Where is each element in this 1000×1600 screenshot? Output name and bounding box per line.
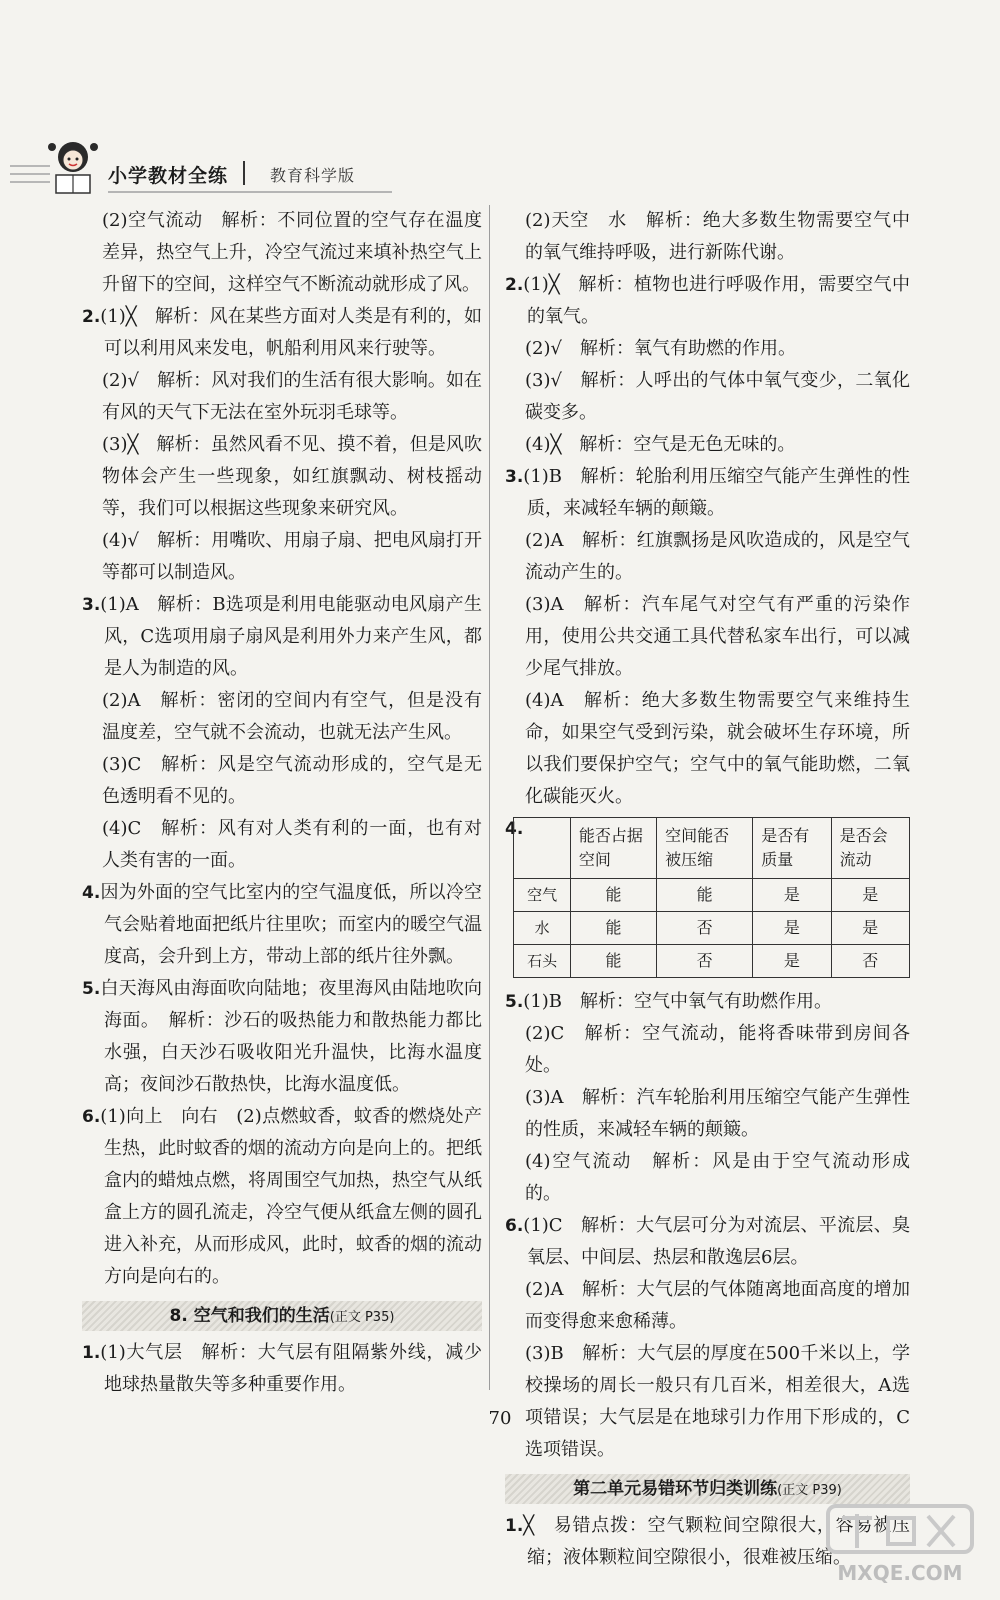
table-cell: 能: [570, 945, 656, 978]
answer-line: (1)B 解析：轮胎利用压缩空气能产生弹性的性质，来减轻车辆的颠簸。: [523, 466, 910, 519]
table-cell: 是: [831, 879, 909, 912]
properties-table: [513, 817, 910, 978]
question-number: 5.: [505, 992, 524, 1012]
answer-line: (3)C 解析：风是空气流动形成的，空气是无色透明看不见的。: [102, 754, 482, 807]
question-number: 5.: [82, 979, 101, 999]
table-cell: 是: [753, 912, 831, 945]
answer-line: (1)A 解析：B选项是利用电能驱动电风扇产生风，C选项用扇子扇风是利用外力来产生风，都是人为制造的风。: [100, 594, 482, 679]
answer-line: (2)C 解析：空气流动，能将香味带到房间各处。: [525, 1023, 910, 1076]
answer-line: (2)空气流动 解析：不同位置的空气存在温度差异，热空气上升，冷空气流过来填补热空气上升留下的空间，这样空气不断流动就形成了风。: [102, 210, 482, 295]
watermark-text: MXQE.COM: [837, 1561, 963, 1585]
table-cell: 是: [753, 879, 831, 912]
table-header-cell: 是否有质量: [753, 818, 831, 879]
question-5: [82, 973, 482, 1101]
table-cell: 能: [570, 912, 656, 945]
table-header-cell: [514, 818, 571, 879]
table-cell: 石头: [514, 945, 571, 978]
section-title-8: 8. 空气和我们的生活(正文 P35): [82, 1301, 482, 1331]
table-cell: 是: [831, 912, 909, 945]
section-page-ref: (正文 P39): [777, 1483, 842, 1498]
answer-line: (2)A 解析：红旗飘扬是风吹造成的，风是空气流动产生的。: [525, 530, 910, 583]
question-number: 3.: [82, 595, 101, 615]
answer-text: 白天海风由海面吹向陆地；夜里海风由陆地吹向海面。 解析：沙石的吸热能力和散热能力都比水强，白天沙石吸收阳光升温快，比海水温度高；夜间沙石散热快，比海水温度低。: [100, 978, 482, 1095]
question-2: [82, 301, 482, 589]
answer-line: (2)天空 水 解析：绝大多数生物需要空气中的氧气维持呼吸，进行新陈代谢。: [525, 210, 910, 263]
answer-line: (1)╳ 解析：植物也进行呼吸作用，需要空气中的氧气。: [523, 274, 910, 327]
header-separator: [243, 161, 245, 185]
section-page-ref: (正文 P35): [329, 1310, 395, 1325]
question-4: [505, 813, 910, 986]
page-header: [0, 135, 1000, 205]
answer-line: (1)C 解析：大气层可分为对流层、平流层、臭氧层、中间层、热层和散逸层6层。: [523, 1215, 910, 1268]
question-5: [505, 986, 910, 1210]
page-number: 70: [488, 1408, 512, 1429]
question-number: 4.: [82, 883, 101, 903]
answer-line: (4)A 解析：绝大多数生物需要空气来维持生命，如果空气受到污染，就会破坏生存环境，所以我们要保护空气；空气中的氧气能助燃，二氧化碳能灭火。: [525, 690, 910, 807]
answer-line: (3)B 解析：大气层的厚度在500千米以上，学校操场的周长一般只有几百米，相差很大，A选项错误；大气层是在地球引力作用下形成的，C选项错误。: [525, 1343, 910, 1460]
question-number: 1.: [505, 1516, 524, 1536]
table-cell: 否: [657, 912, 753, 945]
table-header-cell: 是否会流动: [831, 818, 909, 879]
question-number: 6.: [505, 1216, 524, 1236]
answer-line: (4)C 解析：风有对人类有利的一面，也有对人类有害的一面。: [102, 818, 482, 871]
question-4: [82, 877, 482, 973]
column-divider: [489, 205, 490, 1390]
section8-question-1: [82, 1337, 482, 1401]
question-number: 2.: [505, 275, 524, 295]
question-number: 4.: [505, 819, 524, 839]
answer-text: (1)向上 向右 (2)点燃蚊香，蚊香的燃烧处产生热，此时蚊香的烟的流动方向是向上的。把纸盒内的蜡烛点燃，将周围空气加热，热空气从纸盒上方的圆孔流走，冷空气便从纸盒左侧的圆孔进入补充，从而形成风，此时，蚊香的烟的流动方向是向右的。: [100, 1106, 482, 1287]
answer-line: (2)A 解析：大气层的气体随离地面高度的增加而变得愈来愈稀薄。: [525, 1279, 910, 1332]
reading-girl-icon: [38, 135, 108, 199]
question-2: [505, 269, 910, 461]
question-number: 2.: [82, 307, 101, 327]
series-title: 小学教材全练: [108, 165, 229, 187]
answer-line: (4)╳ 解析：空气是无色无味的。: [525, 434, 796, 455]
table-cell: 否: [831, 945, 909, 978]
answer-line: (1)B 解析：空气中氧气有助燃作用。: [523, 991, 833, 1012]
question-number: 6.: [82, 1107, 101, 1127]
table-row: [514, 912, 910, 945]
table-header-cell: 空间能否被压缩: [657, 818, 753, 879]
question-3: [82, 589, 482, 877]
answer-line: (3)√ 解析：人呼出的气体中氧气变少，二氧化碳变多。: [525, 370, 910, 423]
answer-line: (2)√ 解析：风对我们的生活有很大影响。如在有风的天气下无法在室外玩羽毛球等。: [102, 370, 482, 423]
answer-site-logo-icon: [820, 1500, 980, 1590]
edition-label: 教育科学版: [270, 166, 356, 185]
answer-line: (4)空气流动 解析：风是由于空气流动形成的。: [525, 1151, 910, 1204]
answer-line: (3)A 解析：汽车轮胎利用压缩空气能产生弹性的性质，来减轻车辆的颠簸。: [525, 1087, 910, 1140]
answer-line: (2)√ 解析：氧气有助燃的作用。: [525, 338, 796, 359]
question-3: [505, 461, 910, 813]
answer-line: (2)A 解析：密闭的空间内有空气，但是没有温度差，空气就不会流动，也就无法产生风。: [102, 690, 482, 743]
answer-text: (1)大气层 解析：大气层有阻隔紫外线，减少地球热量散失等多种重要作用。: [100, 1342, 482, 1395]
left-column: [82, 205, 482, 1401]
table-cell: 空气: [514, 879, 571, 912]
right-column: [505, 205, 910, 1574]
header-rule: [108, 191, 392, 193]
table-row: [514, 879, 910, 912]
answer-text: 因为外面的空气比室内的空气温度低，所以冷空气会贴着地面把纸片往里吹；而室内的暖空气温度高，会升到上方，带动上部的纸片往外飘。: [100, 882, 482, 967]
question-6: [82, 1101, 482, 1293]
table-cell: 能: [657, 879, 753, 912]
answer-line: (3)A 解析：汽车尾气对空气有严重的污染作用，使用公共交通工具代替私家车出行，可以减少尾气排放。: [525, 594, 910, 679]
table-cell: 水: [514, 912, 571, 945]
answer-line: (1)╳ 解析：风在某些方面对人类是有利的，如可以利用风来发电，帆船利用风来行驶等。: [100, 306, 482, 359]
answer-line: (4)√ 解析：用嘴吹、用扇子扇、把电风扇打开等都可以制造风。: [102, 530, 482, 583]
answer-line: (3)╳ 解析：虽然风看不见、摸不着，但是风吹物体会产生一些现象，如红旗飘动、树枝摇动等，我们可以根据这些现象来研究风。: [102, 434, 482, 519]
table-header-row: [514, 818, 910, 879]
answer-text: ╳ 易错点拨：空气颗粒间空隙很大，容易被压缩；液体颗粒间空隙很小，很难被压缩。: [523, 1515, 910, 1568]
table-cell: 能: [570, 879, 656, 912]
question-number: 3.: [505, 467, 524, 487]
table-cell: 是: [753, 945, 831, 978]
table-header-cell: 能否占据空间: [570, 818, 656, 879]
question-number: 1.: [82, 1343, 101, 1363]
table-cell: 否: [657, 945, 753, 978]
table-row: [514, 945, 910, 978]
section-title-unit2: 第二单元易错环节归类训练(正文 P39): [505, 1474, 910, 1504]
